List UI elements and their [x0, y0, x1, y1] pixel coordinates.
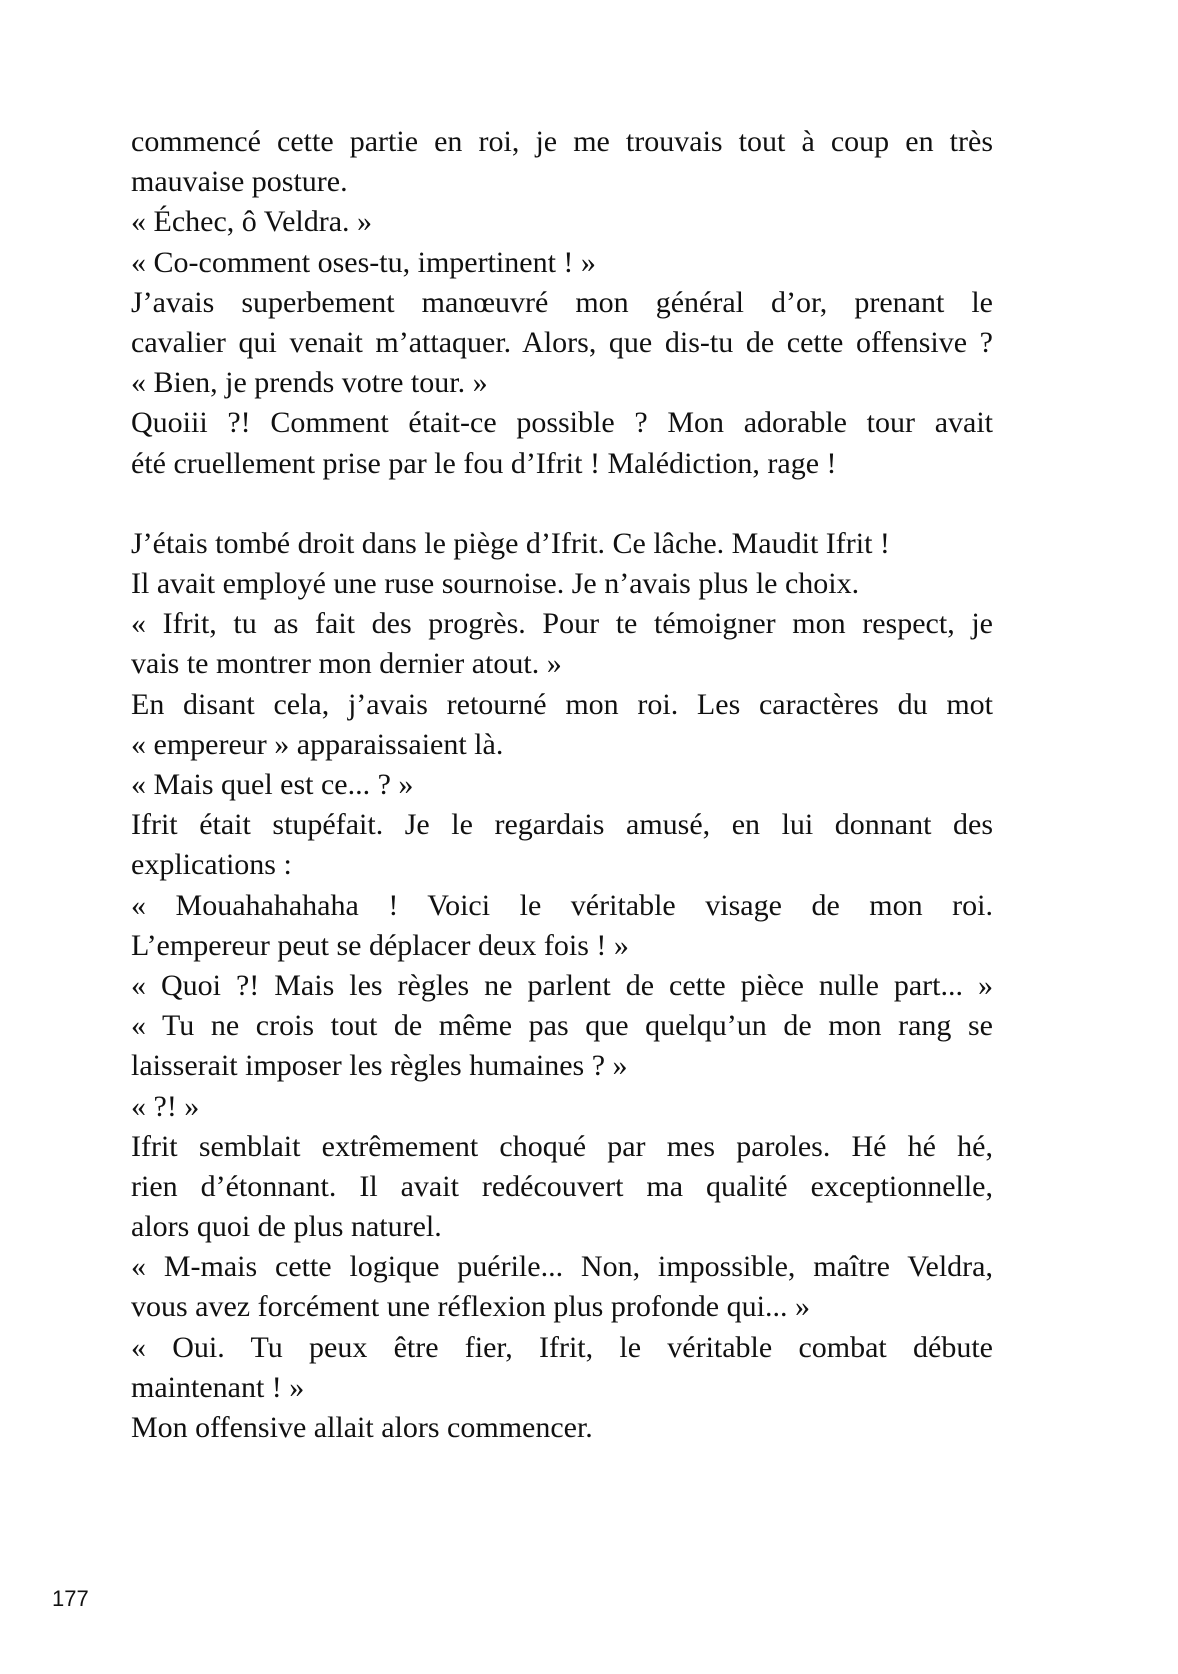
text-line: Il avait employé une ruse sournoise. Je n’avais plus le choix. — [131, 567, 860, 601]
text-line: « M-mais cette logique puérile... Non, impossible, maître Veldra, — [131, 1250, 993, 1284]
text-line: « Bien, je prends votre tour. » — [131, 366, 488, 400]
text-line: été cruellement prise par le fou d’Ifrit ! Malédiction, rage ! — [131, 446, 837, 480]
text-line: mauvaise posture. — [131, 165, 348, 199]
text-line: commencé cette partie en roi, je me trouvais tout à coup en très — [131, 125, 993, 158]
text-line: J’avais superbement manœuvré mon général d’or, prenant le — [131, 285, 993, 319]
text-line: L’empereur peut se déplacer deux fois ! » — [131, 928, 629, 962]
text-line: Mon offensive allait alors commencer. — [131, 1411, 593, 1444]
text-line: « empereur » apparaissaient là. — [131, 727, 504, 761]
text-line: « Échec, ô Veldra. » — [131, 205, 373, 239]
text-line: Ifrit semblait extrêmement choqué par mes paroles. Hé hé hé, — [131, 1129, 993, 1163]
text-line: vous avez forcément une réflexion plus profonde qui... » — [131, 1290, 810, 1324]
text-line: Ifrit était stupéfait. Je le regardais amusé, en lui donnant des — [131, 808, 993, 842]
page-number: 177 — [52, 1586, 89, 1611]
text-line: « Oui. Tu peux être fier, Ifrit, le véritable combat débute — [131, 1330, 993, 1364]
text-line: « ?! » — [131, 1089, 200, 1123]
text-line: maintenant ! » — [131, 1370, 305, 1404]
text-line: laisserait imposer les règles humaines ? » — [131, 1049, 628, 1083]
text-line: vais te montrer mon dernier atout. » — [131, 647, 562, 681]
text-line: En disant cela, j’avais retourné mon roi. Les caractères du mot — [131, 687, 993, 721]
text-line: explications : — [131, 848, 292, 882]
text-line: « Co-comment oses-tu, impertinent ! » — [131, 245, 596, 279]
text-line: cavalier qui venait m’attaquer. Alors, que dis-tu de cette offensive ? — [131, 325, 993, 359]
text-line: « Mouahahahaha ! Voici le véritable visage de mon roi. — [131, 888, 993, 922]
text-line: J’étais tombé droit dans le piège d’Ifrit. Ce lâche. Maudit Ifrit ! — [131, 526, 890, 560]
body-text — [131, 122, 993, 1448]
text-line: « Tu ne crois tout de même pas que quelqu’un de mon rang se — [131, 1009, 993, 1043]
text-line: rien d’étonnant. Il avait redécouvert ma qualité exceptionnelle, — [131, 1169, 993, 1203]
text-line: « Mais quel est ce... ? » — [131, 768, 414, 801]
text-line: « Ifrit, tu as fait des progrès. Pour te témoigner mon respect, je — [131, 607, 993, 641]
text-line: « Quoi ?! Mais les règles ne parlent de cette pièce nulle part... » — [131, 968, 993, 1002]
text-line: Quoiii ?! Comment était-ce possible ? Mon adorable tour avait — [131, 406, 993, 440]
paragraph-break — [131, 484, 993, 524]
text-line: alors quoi de plus naturel. — [131, 1210, 442, 1244]
